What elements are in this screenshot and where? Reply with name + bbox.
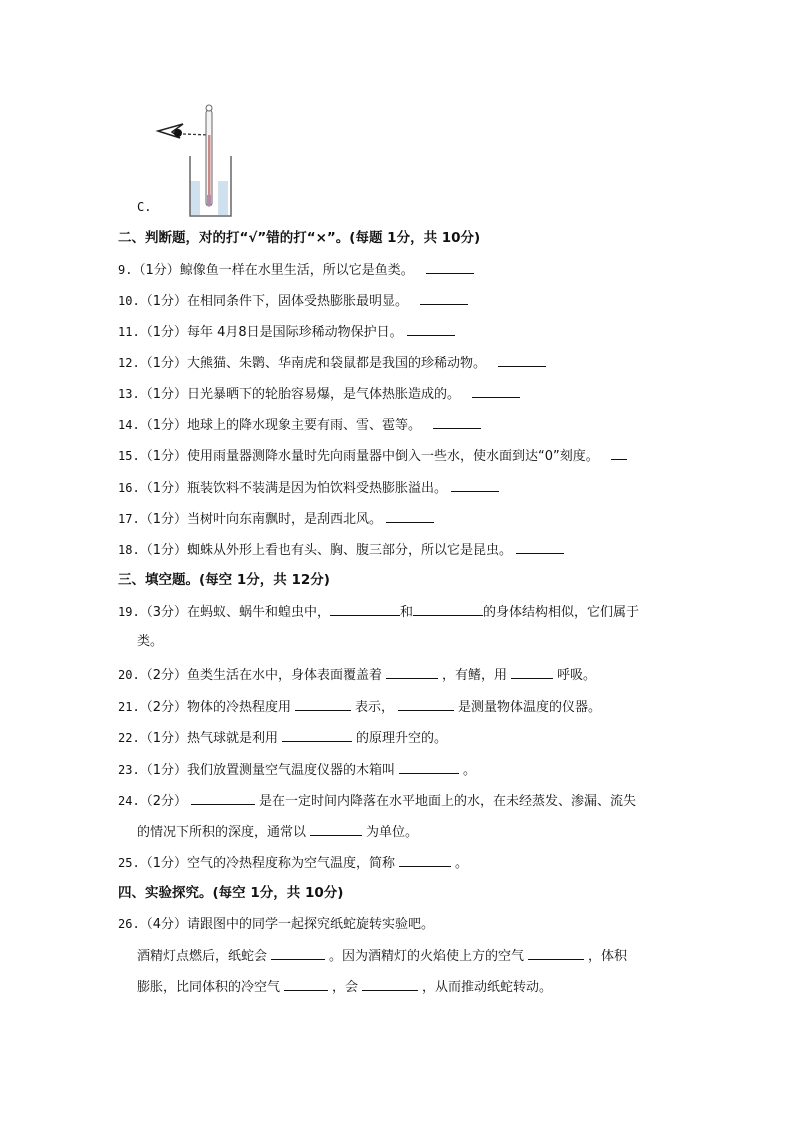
question-12: 12.（1分）大熊猫、朱鹮、华南虎和袋鼠都是我国的珍稀动物。	[118, 353, 550, 373]
question-19: 19.（3分）在蚂蚁、蜗牛和蝗虫中， 和 的身体结构相似，它们属于	[118, 602, 639, 622]
question-17: 17.（1分）当树叶向东南飘时，是刮西北风。	[118, 509, 438, 529]
question-10: 10.（1分）在相同条件下，固体受热膨胀最明显。	[118, 291, 472, 311]
answer-blank[interactable]	[611, 446, 627, 460]
answer-blank[interactable]	[386, 509, 434, 523]
question-19-cont: 类。	[137, 634, 164, 649]
section-heading: 三、填空题。(每空 1分，共 12分)	[118, 572, 330, 588]
answer-blank[interactable]	[399, 760, 459, 774]
question-13: 13.（1分）日光暴晒下的轮胎容易爆，是气体热胀造成的。	[118, 384, 524, 404]
question-18: 18.（1分）蜘蛛从外形上看也有头、胸、腹三部分，所以它是昆虫。	[118, 540, 568, 560]
answer-blank[interactable]	[451, 478, 499, 492]
section-heading: 四、实验探究。(每空 1分，共 10分)	[118, 885, 344, 901]
option-label: C.	[137, 200, 152, 214]
answer-blank[interactable]	[498, 353, 546, 367]
question-26: 26.（4分）请跟图中的同学一起探究纸蛇旋转实验吧。	[118, 917, 434, 932]
question-21: 21.（2分）物体的冷热程度用 表示， 是测量物体温度的仪器。	[118, 697, 601, 717]
answer-blank[interactable]	[284, 977, 328, 991]
question-16: 16.（1分）瓶装饮料不装满是因为怕饮料受热膨胀溢出。	[118, 478, 503, 498]
answer-blank[interactable]	[511, 665, 553, 679]
question-15: 15.（1分）使用雨量器测降水量时先向雨量器中倒入一些水，使水面到达“0”刻度。	[118, 446, 631, 466]
answer-blank[interactable]	[407, 322, 455, 336]
answer-blank[interactable]	[362, 977, 418, 991]
answer-blank[interactable]	[399, 853, 451, 867]
answer-blank[interactable]	[295, 697, 351, 711]
question-14: 14.（1分）地球上的降水现象主要有雨、雪、雹等。	[118, 415, 485, 435]
answer-blank[interactable]	[310, 822, 362, 836]
question-25: 25.（1分）空气的冷热程度称为空气温度，简称 。	[118, 853, 468, 873]
answer-blank[interactable]	[282, 728, 352, 742]
answer-blank[interactable]	[528, 946, 584, 960]
section-heading: 二、判断题，对的打“√”错的打“×”。(每题 1分，共 10分)	[118, 230, 481, 246]
question-11: 11.（1分）每年 4月8日是国际珍稀动物保护日。	[118, 322, 459, 342]
answer-blank[interactable]	[191, 791, 255, 805]
question-22: 22.（1分）热气球就是利用 的原理升空的。	[118, 728, 447, 748]
answer-blank[interactable]	[516, 540, 564, 554]
answer-blank[interactable]	[426, 260, 474, 274]
question-24: 24.（2分） 是在一定时间内降落在水平地面上的水，在未经蒸发、渗漏、流失	[118, 791, 636, 811]
question-26-line1: 酒精灯点燃后，纸蛇会 。因为酒精灯的火焰使上方的空气 ，体积	[137, 946, 627, 966]
answer-blank[interactable]	[398, 697, 454, 711]
answer-blank[interactable]	[271, 946, 325, 960]
answer-blank[interactable]	[330, 602, 400, 616]
question-24-cont: 的情况下所积的深度，通常以 为单位。	[137, 822, 418, 842]
answer-blank[interactable]	[413, 602, 483, 616]
thermometer-icon	[206, 105, 212, 206]
question-20: 20.（2分）鱼类生活在水中，身体表面覆盖着 ，有鳍，用 呼吸。	[118, 665, 596, 685]
answer-blank[interactable]	[433, 415, 481, 429]
question-9: 9.（1分）鲸像鱼一样在水里生活，所以它是鱼类。	[118, 260, 478, 280]
answer-blank[interactable]	[386, 665, 438, 679]
eye-icon	[158, 124, 183, 138]
question-23: 23.（1分）我们放置测量空气温度仪器的木箱叫 。	[118, 760, 476, 780]
answer-blank[interactable]	[420, 291, 468, 305]
answer-blank[interactable]	[472, 384, 520, 398]
question-26-line2: 膨胀，比同体积的冷空气 ，会 ，从而推动纸蛇转动。	[137, 977, 552, 997]
